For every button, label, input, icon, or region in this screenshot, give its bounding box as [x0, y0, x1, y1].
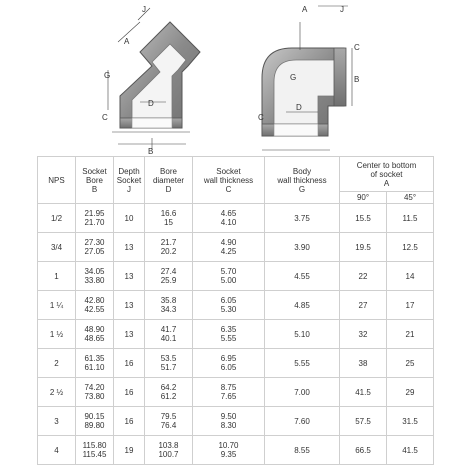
- cell-nps: 1: [38, 262, 76, 291]
- cell-center-45: 12.5: [387, 233, 434, 262]
- header-nps: NPS: [38, 157, 76, 204]
- cell-socket-wall: 5.70 5.00: [193, 262, 265, 291]
- cell-depth-socket: 13: [114, 233, 145, 262]
- dim-label-a-45: A: [124, 37, 130, 46]
- table-row: [38, 233, 434, 262]
- cell-bore-diameter: 53.5 51.7: [145, 349, 193, 378]
- table-row: [38, 407, 434, 436]
- cell-center-90: 32: [340, 320, 387, 349]
- elbow-90-diagram: [258, 5, 360, 150]
- cell-body-wall: 3.75: [265, 204, 340, 233]
- header-90-deg: 90°: [340, 192, 387, 204]
- cell-bore-diameter: 79.5 76.4: [145, 407, 193, 436]
- cell-body-wall: 8.55: [265, 436, 340, 465]
- cell-nps: 3: [38, 407, 76, 436]
- cell-depth-socket: 13: [114, 320, 145, 349]
- cell-depth-socket: 16: [114, 349, 145, 378]
- table-row: [38, 378, 434, 407]
- cell-center-45: 11.5: [387, 204, 434, 233]
- cell-nps: 2: [38, 349, 76, 378]
- cell-socket-bore: 42.80 42.55: [76, 291, 114, 320]
- cell-bore-diameter: 41.7 40.1: [145, 320, 193, 349]
- cell-bore-diameter: 64.2 61.2: [145, 378, 193, 407]
- cell-body-wall: 3.90: [265, 233, 340, 262]
- dim-label-g-45: G: [104, 71, 111, 80]
- table-row: [38, 320, 434, 349]
- table-row: [38, 204, 434, 233]
- cell-socket-wall: 6.35 5.55: [193, 320, 265, 349]
- cell-body-wall: 5.55: [265, 349, 340, 378]
- cell-socket-bore: 74.20 73.80: [76, 378, 114, 407]
- cell-nps: 1/2: [38, 204, 76, 233]
- cell-depth-socket: 13: [114, 291, 145, 320]
- cell-socket-wall: 8.75 7.65: [193, 378, 265, 407]
- cell-center-45: 14: [387, 262, 434, 291]
- cell-center-90: 66.5: [340, 436, 387, 465]
- cell-socket-wall: 4.65 4.10: [193, 204, 265, 233]
- cell-center-90: 38: [340, 349, 387, 378]
- cell-socket-wall: 10.70 9.35: [193, 436, 265, 465]
- cell-center-45: 29: [387, 378, 434, 407]
- table-row: [38, 349, 434, 378]
- cell-body-wall: 7.60: [265, 407, 340, 436]
- header-depth-socket: Depth Socket J: [114, 157, 145, 204]
- cell-center-90: 22: [340, 262, 387, 291]
- cell-center-90: 57.5: [340, 407, 387, 436]
- dim-label-g-90: G: [290, 73, 297, 82]
- cell-socket-bore: 90.15 89.80: [76, 407, 114, 436]
- dim-label-j-45: J: [142, 5, 146, 14]
- cell-center-90: 41.5: [340, 378, 387, 407]
- dim-label-a-90: A: [302, 5, 308, 14]
- cell-center-45: 17: [387, 291, 434, 320]
- cell-bore-diameter: 27.4 25.9: [145, 262, 193, 291]
- cell-bore-diameter: 16.6 15: [145, 204, 193, 233]
- table-row: [38, 262, 434, 291]
- elbow-diagrams: [0, 0, 474, 158]
- cell-nps: 4: [38, 436, 76, 465]
- cell-socket-bore: 115.80 115.45: [76, 436, 114, 465]
- cell-bore-diameter: 21.7 20.2: [145, 233, 193, 262]
- dim-label-d-90: D: [296, 103, 302, 112]
- header-bore-diameter: Bore diameter D: [145, 157, 193, 204]
- cell-nps: 2 ½: [38, 378, 76, 407]
- dim-label-c-90: C: [354, 43, 360, 52]
- cell-center-45: 21: [387, 320, 434, 349]
- cell-socket-bore: 48.90 48.65: [76, 320, 114, 349]
- cell-nps: 1 ¼: [38, 291, 76, 320]
- cell-body-wall: 4.55: [265, 262, 340, 291]
- cell-center-45: 31.5: [387, 407, 434, 436]
- cell-socket-bore: 61.35 61.10: [76, 349, 114, 378]
- cell-socket-wall: 6.95 6.05: [193, 349, 265, 378]
- cell-socket-wall: 4.90 4.25: [193, 233, 265, 262]
- dim-label-b-90: B: [354, 75, 360, 84]
- cell-nps: 3/4: [38, 233, 76, 262]
- dim-label-d-45: D: [148, 99, 154, 108]
- cell-depth-socket: 16: [114, 378, 145, 407]
- cell-center-90: 27: [340, 291, 387, 320]
- dim-label-j-90: J: [340, 5, 344, 14]
- cell-depth-socket: 13: [114, 262, 145, 291]
- cell-socket-wall: 6.05 5.30: [193, 291, 265, 320]
- cell-body-wall: 5.10: [265, 320, 340, 349]
- cell-nps: 1 ½: [38, 320, 76, 349]
- elbow-45-diagram: [102, 5, 200, 156]
- cell-center-90: 15.5: [340, 204, 387, 233]
- table-header-row: [38, 157, 434, 192]
- header-45-deg: 45°: [387, 192, 434, 204]
- cell-bore-diameter: 35.8 34.3: [145, 291, 193, 320]
- header-socket-bore: Socket Bore B: [76, 157, 114, 204]
- cell-socket-bore: 27.30 27.05: [76, 233, 114, 262]
- cell-socket-bore: 21.95 21.70: [76, 204, 114, 233]
- cell-socket-bore: 34.05 33.80: [76, 262, 114, 291]
- cell-depth-socket: 10: [114, 204, 145, 233]
- header-body-wall: Body wall thickness G: [265, 157, 340, 204]
- cell-body-wall: 4.85: [265, 291, 340, 320]
- cell-socket-wall: 9.50 8.30: [193, 407, 265, 436]
- fitting-drawings: [0, 0, 474, 158]
- cell-bore-diameter: 103.8 100.7: [145, 436, 193, 465]
- dim-label-c-45: C: [102, 113, 108, 122]
- table-row: [38, 291, 434, 320]
- table-row: [38, 436, 434, 465]
- cell-body-wall: 7.00: [265, 378, 340, 407]
- cell-center-45: 41.5: [387, 436, 434, 465]
- header-center-to-bottom: Center to bottom of socket A: [340, 157, 434, 192]
- dim-label-c2-90: C: [258, 113, 264, 122]
- cell-depth-socket: 16: [114, 407, 145, 436]
- cell-center-90: 19.5: [340, 233, 387, 262]
- header-socket-wall: Socket wall thickness C: [193, 157, 265, 204]
- cell-depth-socket: 19: [114, 436, 145, 465]
- cell-center-45: 25: [387, 349, 434, 378]
- dimensions-table: [37, 156, 434, 465]
- dim-label-b-45: B: [148, 147, 154, 156]
